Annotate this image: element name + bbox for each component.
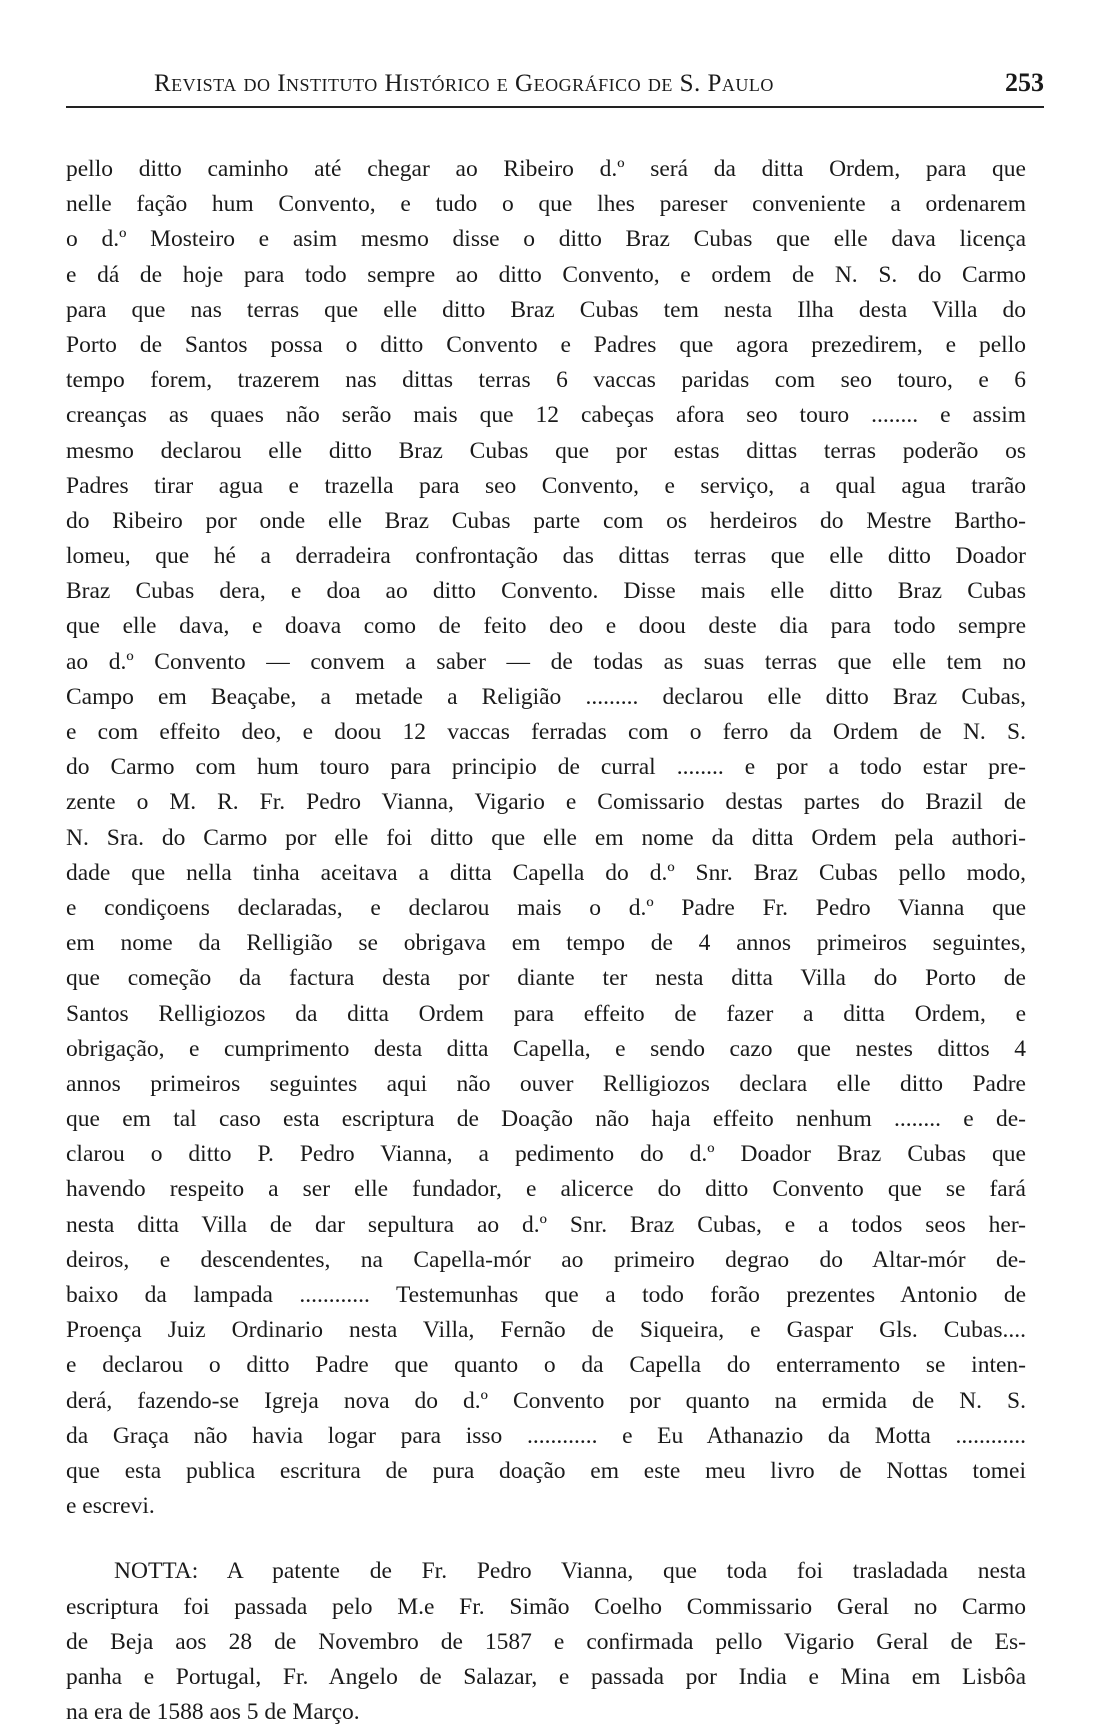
text-line: clarou o ditto P. Pedro Vianna, a pedimento do d.º Doador Braz Cubas que	[66, 1141, 1026, 1168]
page-number: 253	[1005, 68, 1044, 97]
text-line: Proença Juiz Ordinario nesta Villa, Fernão de Siqueira, e Gaspar Gls. Cubas....	[66, 1317, 1026, 1344]
text-line: nelle fação hum Convento, e tudo o que lhes pareser conveniente a ordenarem	[66, 191, 1026, 218]
text-line: que elle dava, e doava como de feito deo e doou deste dia para todo sempre	[66, 613, 1026, 640]
text-line: que esta publica escritura de pura doação em este meu livro de Nottas tomei	[66, 1457, 1026, 1484]
text-line: ao d.º Convento — convem a saber — de todas as suas terras que elle tem no	[66, 648, 1026, 675]
text-line: e declarou o ditto Padre que quanto o da Capella do enterramento se inten-	[66, 1352, 1026, 1379]
text-line: pello ditto caminho até chegar ao Ribeiro d.º será da ditta Ordem, para que	[66, 156, 1026, 182]
text-line: em nome da Relligião se obrigava em tempo de 4 annos primeiros seguintes,	[66, 930, 1026, 957]
text-line: do Ribeiro por onde elle Braz Cubas parte com os herdeiros do Mestre Bartho-	[66, 507, 1026, 534]
text-line: baixo da lampada ............ Testemunhas que a todo forão prezentes Antonio de	[66, 1282, 1026, 1308]
text-line: tempo forem, trazerem nas dittas terras 6 vaccas paridas com seo touro, e 6	[66, 367, 1026, 394]
running-header	[66, 66, 1044, 108]
note-line: escriptura foi passada pelo M.e Fr. Simão Coelho Commissario Geral no Carmo	[66, 1593, 1026, 1620]
text-line: o d.º Mosteiro e asim mesmo disse o ditto Braz Cubas que elle dava licença	[66, 226, 1026, 253]
text-line: Braz Cubas dera, e doa ao ditto Convento. Disse mais elle ditto Braz Cubas	[66, 578, 1026, 605]
note-line: panha e Portugal, Fr. Angelo de Salazar, e passada por India e Mina em Lisbôa	[66, 1663, 1026, 1690]
text-line: zente o M. R. Fr. Pedro Vianna, Vigario e Comissario destas partes do Brazil de	[66, 789, 1026, 816]
note-line: de Beja aos 28 de Novembro de 1587 e confirmada pello Vigario Geral de Es-	[66, 1628, 1026, 1655]
text-line: mesmo declarou elle ditto Braz Cubas que por estas dittas terras poderão os	[66, 437, 1026, 464]
note-line: na era de 1588 aos 5 de Março.	[66, 1699, 360, 1726]
text-line: da Graça não havia logar para isso ............ e Eu Athanazio da Motta ............	[66, 1422, 1026, 1449]
text-line: Campo em Beaçabe, a metade a Religião ......... declarou elle ditto Braz Cubas,	[66, 683, 1026, 710]
text-line: Porto de Santos possa o ditto Convento e Padres que agora prezedirem, e pello	[66, 331, 1026, 358]
text-line: nesta ditta Villa de dar sepultura ao d.º Snr. Braz Cubas, e a todos seos her-	[66, 1211, 1026, 1238]
text-line: e com effeito deo, e doou 12 vaccas ferradas com o ferro da Ordem de N. S.	[66, 719, 1026, 745]
text-line: Padres tirar agua e trazella para seo Convento, e serviço, a qual agua trarão	[66, 472, 1026, 499]
text-line: dade que nella tinha aceitava a ditta Capella do d.º Snr. Braz Cubas pello modo,	[66, 859, 1026, 886]
text-line: creanças as quaes não serão mais que 12 cabeças afora seo touro ........ e assim	[66, 402, 1026, 429]
text-line: lomeu, que hé a derradeira confrontação das dittas terras que elle ditto Doador	[66, 543, 1026, 570]
journal-title: Revista do Instituto Histórico e Geográfico de S. Paulo	[154, 70, 774, 97]
text-line: do Carmo com hum touro para principio de curral ........ e por a todo estar pre-	[66, 754, 1026, 781]
text-line: Santos Relligiozos da ditta Ordem para effeito de fazer a ditta Ordem, e	[66, 1000, 1026, 1027]
body-text	[66, 152, 1026, 1730]
text-line: havendo respeito a ser elle fundador, e alicerce do ditto Convento que se fará	[66, 1176, 1026, 1203]
text-line: e dá de hoje para todo sempre ao ditto Convento, e ordem de N. S. do Carmo	[66, 261, 1026, 288]
text-line: deiros, e descendentes, na Capella-mór ao primeiro degrao do Altar-mór de-	[66, 1246, 1026, 1273]
text-line: e condiçoens declaradas, e declarou mais o d.º Padre Fr. Pedro Vianna que	[66, 894, 1026, 921]
text-line: N. Sra. do Carmo por elle foi ditto que elle em nome da ditta Ordem pela authori-	[66, 824, 1026, 851]
note-line: NOTTA: A patente de Fr. Pedro Vianna, que toda foi trasladada nesta	[114, 1558, 1026, 1585]
text-line: annos primeiros seguintes aqui não ouver Relligiozos declara elle ditto Padre	[66, 1070, 1026, 1097]
text-line: derá, fazendo-se Igreja nova do d.º Convento por quanto na ermida de N. S.	[66, 1387, 1026, 1414]
text-line: que começão da factura desta por diante ter nesta ditta Villa do Porto de	[66, 965, 1026, 992]
text-line: para que nas terras que elle ditto Braz Cubas tem nesta Ilha desta Villa do	[66, 296, 1026, 323]
text-line: que em tal caso esta escriptura de Doação não haja effeito nenhum ........ e de-	[66, 1106, 1026, 1133]
text-line: e escrevi.	[66, 1493, 155, 1520]
text-line: obrigação, e cumprimento desta ditta Capella, e sendo cazo que nestes dittos 4	[66, 1035, 1026, 1062]
